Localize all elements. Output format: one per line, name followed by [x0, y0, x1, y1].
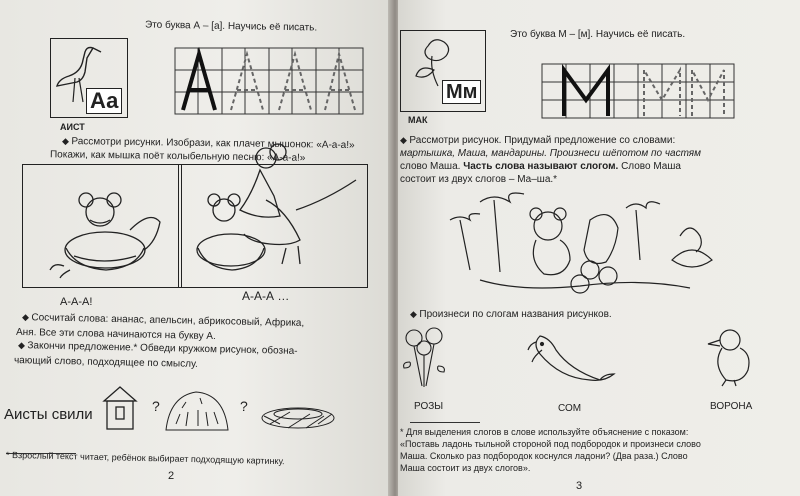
crying-mouse-illustration	[30, 170, 180, 280]
letter-card-word-m: МАК	[408, 115, 428, 125]
task1-right-l4: состоит из двух слогов – Ма–ша.*	[400, 174, 558, 185]
task2-right: ◆ Произнеси по слогам названия рисунков.	[410, 309, 612, 320]
footnote-right-l4: Маша состоит из двух слогов».	[400, 463, 531, 473]
task3-left-l1: ◆ Закончи предложение.* Обведи кружком рисунок, обозна-	[17, 340, 298, 357]
island-monkey-illustration	[440, 180, 740, 302]
caption-crying: А-А-А!	[60, 296, 93, 308]
letter-card-big: Аа	[86, 88, 122, 114]
lullaby-mouse-illustration	[186, 140, 366, 280]
task1-right-l3	[400, 160, 681, 173]
letter-card-word: АИСТ	[60, 122, 85, 132]
task1-left-l1: ◆ Рассмотри рисунки. Изобрази, как плачет мышонок: «А-а-а!»	[61, 135, 355, 152]
task1-right-l2: мартышка, Маша, мандарины. Произнеси шёпотом по частям	[400, 148, 701, 159]
task1-right-l3b: Часть слова называют слогом.	[463, 161, 619, 172]
caption-lullaby: А-А-А …	[242, 289, 290, 303]
task2-left-l2: Аня. Все эти слова начинаются на букву А.	[15, 326, 216, 343]
question-mark-2: ?	[240, 398, 248, 414]
task3-left-l2: чающий слово, подходящее по смыслу.	[13, 355, 198, 370]
header-right: Это буква М – [м]. Научись её писать.	[510, 29, 686, 40]
label-roses: РОЗЫ	[414, 401, 444, 412]
right-page	[398, 0, 800, 496]
task1-right-l3a: слово Маша.	[400, 161, 461, 172]
footnote-right-l3: Маша. Сколько раз подбородок коснулся ладони? (Два раза.) Слово	[400, 451, 688, 461]
roses-icon	[398, 326, 458, 392]
letter-card-big-m: Мм	[442, 80, 481, 104]
page-number-right: 3	[576, 480, 583, 492]
left-page	[0, 0, 392, 496]
trace-grid-m	[542, 60, 736, 122]
catfish-icon	[528, 330, 618, 392]
task1-right-l3c: Слово Маша	[621, 161, 681, 172]
haystack-icon	[162, 388, 232, 432]
header-left: Это буква А – [а]. Научись её писать.	[144, 19, 318, 34]
birdhouse-icon	[100, 385, 140, 431]
nest-icon	[258, 398, 338, 432]
page-number-left: 2	[168, 470, 175, 482]
footnote-right-l1: * Для выделения слогов в слове используйте объяснение с показом:	[400, 427, 689, 437]
label-catfish: СОМ	[558, 403, 582, 414]
task1-left-l2: Покажи, как мышка поёт колыбельную песню: «А-а-а!»	[49, 149, 306, 164]
sentence-storks: Аисты свили	[4, 406, 93, 423]
footnote-right-l2: «Поставь ладонь тыльной стороной под подбородок и произнеси слово	[400, 439, 701, 449]
label-crow: ВОРОНА	[710, 401, 753, 412]
footnote-left: * Взрослый текст читает, ребёнок выбирает подходящую картинку.	[5, 449, 285, 467]
question-mark-1: ?	[152, 398, 160, 414]
task1-right-l1: ◆ Рассмотри рисунок. Придумай предложение со словами:	[400, 135, 676, 146]
task2-left-l1: ◆ Сосчитай слова: ананас, апельсин, абрикосовый, Африка,	[21, 312, 305, 329]
crow-icon	[706, 326, 756, 388]
footnote-rule-right	[410, 422, 480, 423]
trace-grid-a	[175, 40, 365, 120]
